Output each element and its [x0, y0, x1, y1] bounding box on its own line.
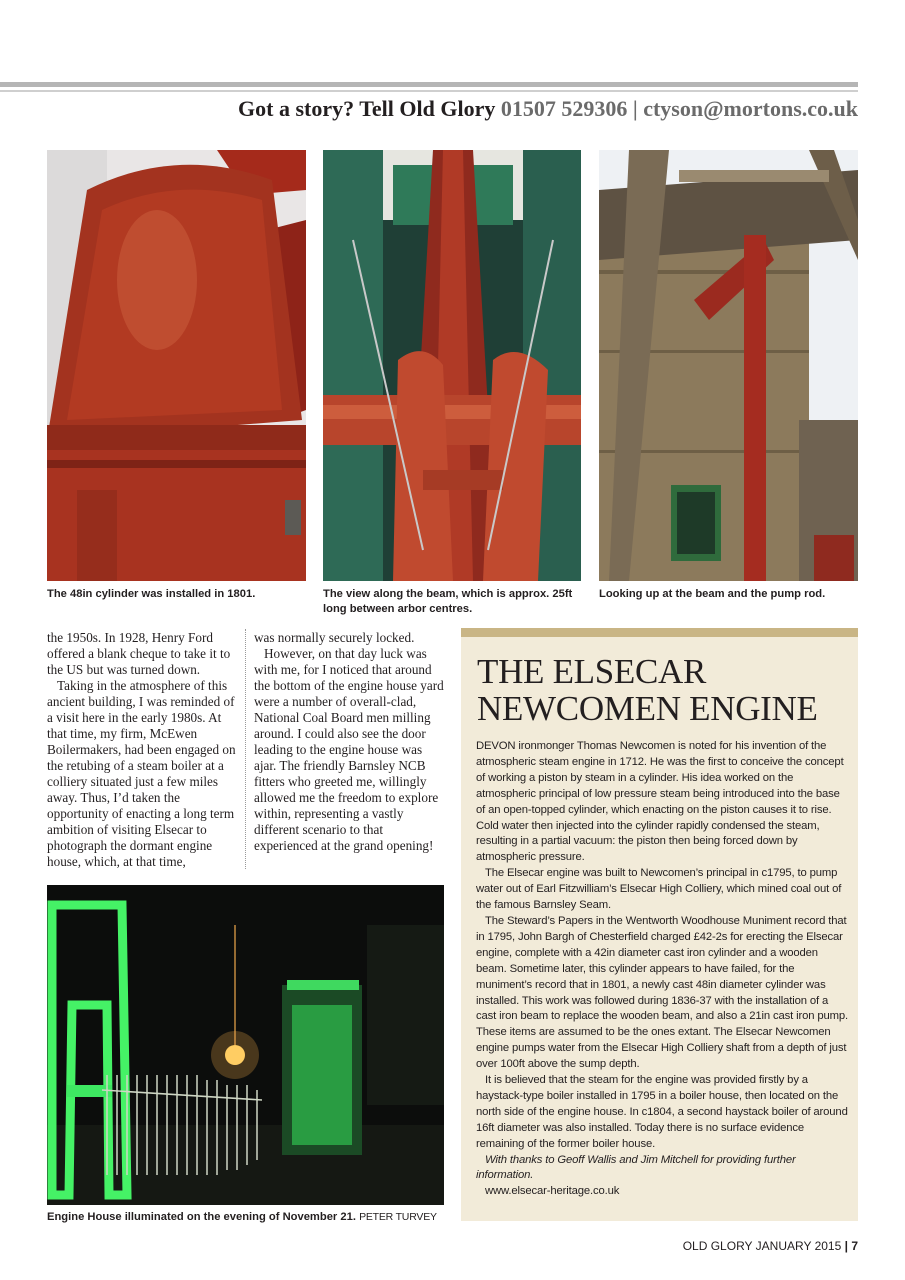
article-paragraph: Taking in the atmosphere of this ancient building, I was reminded of a visit here in the early 1980s. At that time, my firm, McEwen Boilermakers, had been engaged on the retubing of a steam boiler at a colliery situated just a few miles away. Thus, I’d taken the opportunity of enacting a long term ambition of visiting Elsecar to photograph the dormant engine house, which, at that time,	[47, 678, 236, 869]
cylinder-caption: The 48in cylinder was installed in 1801.	[47, 588, 256, 600]
article-paragraph: was normally securely locked.	[254, 630, 415, 645]
sidebar-thanks: With thanks to Geoff Wallis and Jim Mitchell for providing further information.	[476, 1153, 796, 1182]
article-paragraph: the 1950s. In 1928, Henry Ford offered a blank cheque to take it to the US but was turned down.	[47, 630, 231, 677]
sidebar-paragraph: The Steward’s Papers in the Wentworth Woodhouse Muniment record that in 1795, John Bargh of Chesterfield charged £42-2s for erecting the Elsecar engine, complete with a 42in diameter cast iron cylinder and a wooden beam. Sometime later, this cylinder appears to have failed, for the muniment’s record that in 1801, a newly cast 48in diameter cylinder was installed. This work was followed during 1836-37 with the installation of a cast iron beam to replace the wooden beam, and also a 21in cast iron pump. These items are assumed to be the ones extant. The Elsecar Newcomen engine pumps water from the Elsecar High Colliery shaft from a depth of just over 100ft above the sump depth.	[476, 914, 848, 1071]
night-engine-house-photo	[47, 885, 444, 1205]
header-contact: 01507 529306 | ctyson@mortons.co.uk	[500, 96, 858, 121]
sidebar-paragraph: It is believed that the steam for the engine was provided firstly by a haystack-type boiler installed in 1795 in a boiler house, then located on the north side of the engine house. In c1804, a second haystack boiler of around 16ft diameter was also installed. Today there is no surface evidence remaining of the former boiler house.	[476, 1074, 848, 1150]
night-caption	[47, 1210, 447, 1225]
sidebar-paragraph: The Elsecar engine was built to Newcomen’s principal in c1795, to pump water out of Earl Fitzwilliam’s Elsecar High Colliery, which mined coal out of the famous Barnsley Seam.	[476, 867, 842, 912]
cylinder-photo	[47, 150, 306, 581]
top-rule-thin	[0, 90, 858, 92]
article-column-1	[47, 630, 237, 870]
column-divider	[245, 629, 246, 869]
sidebar-body	[476, 739, 848, 1200]
photo-credit: PETER TURVEY	[359, 1211, 437, 1223]
sidebar-title: THE ELSECAR NEWCOMEN ENGINE	[477, 652, 818, 728]
pump-rod-caption: Looking up at the beam and the pump rod.	[599, 588, 826, 600]
pump-rod-photo	[599, 150, 858, 581]
newcomen-engine-sidebar	[461, 628, 858, 1221]
header-lead: Got a story? Tell Old Glory	[238, 96, 496, 121]
sidebar-paragraph: DEVON ironmonger Thomas Newcomen is noted for his invention of the atmospheric steam engine in 1712. He was the first to conceive the concept of working a piston by steam in a cylinder. His idea worked on the atmospheric principal of low pressure steam being introduced into the base of an open-topped cylinder, which enacting on the piston causes it to rise. Cold water then injected into the cylinder rapidly condensed the steam, resulting in a partial vacuum: the piston then being forced down by atmospheric pressure.	[476, 740, 844, 864]
footer-separator: |	[844, 1239, 848, 1253]
footer-month: JANUARY 2015	[755, 1239, 842, 1253]
story-header	[238, 96, 858, 122]
page-footer	[683, 1239, 858, 1253]
beam-view-caption: The view along the beam, which is approx. 25ft long between arbor centres.	[323, 588, 573, 615]
top-rule	[0, 82, 858, 87]
footer-magazine: OLD GLORY	[682, 1239, 753, 1253]
article-paragraph: However, on that day luck was with me, for I noticed that around the bottom of the engine house yard were a number of overall-clad, National Coal Board men milling around. I could also see the door leading to the engine house was ajar. The friendly Barnsley NCB fitters who greeted me, willingly allowed me the freedom to explore within, representing a vastly different scenario to that experienced at the grand opening!	[254, 646, 444, 853]
beam-view-photo	[323, 150, 581, 581]
article-column-2	[254, 630, 444, 854]
page-number: 7	[851, 1239, 858, 1253]
night-caption-text: Engine House illuminated on the evening of November 21.	[47, 1211, 356, 1223]
sidebar-url[interactable]: www.elsecar-heritage.co.uk	[485, 1185, 620, 1198]
